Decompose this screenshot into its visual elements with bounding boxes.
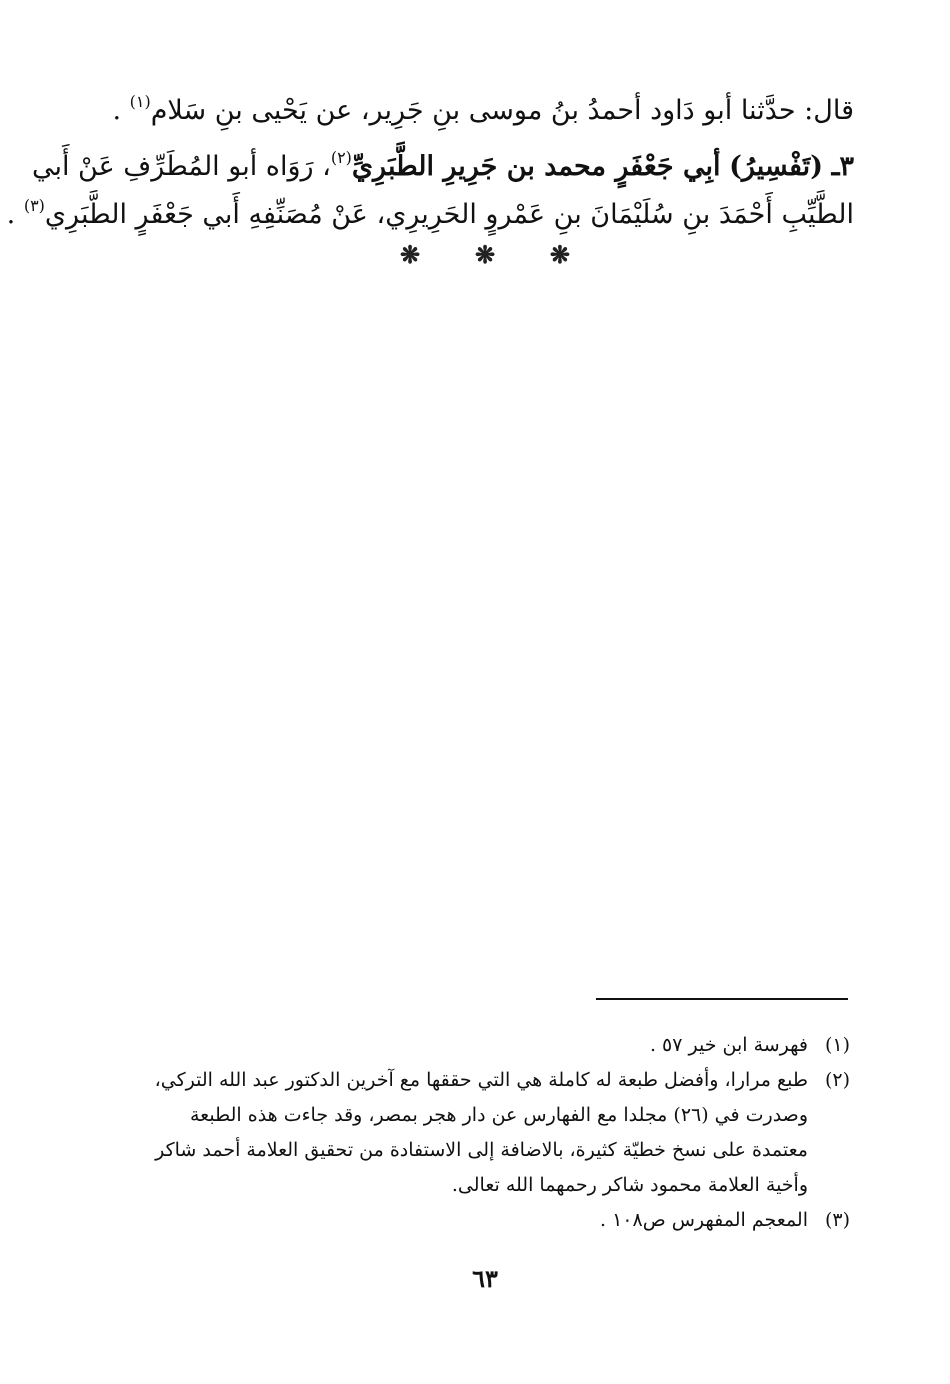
footnote-text: [138, 1028, 808, 1063]
footnote-line: وصدرت في (٢٦) مجلدا مع الفهارس عن دار هجر بمصر، وقد جاءت هذه الطبعة: [189, 1104, 808, 1126]
book-title-tafsir: (تَفْسِيرُ): [729, 151, 823, 182]
footnote-divider: [596, 998, 848, 1000]
section-separator: [400, 240, 570, 269]
line1-end: .: [112, 95, 122, 126]
footnote-2: [138, 1063, 850, 1203]
line1-text: قال: حدَّثنا أبو دَاود أحمدُ بنُ موسى بنِ جَرِير، عن يَحْيى بنِ سَلام: [150, 95, 854, 126]
line2-rest: ، رَوَاه أبو المُطَرِّفِ عَنْ أَبي: [31, 151, 331, 182]
book-author: أبِي جَعْفَرٍ محمد بن جَرِيرِ الطَّبَرِيِّ: [351, 151, 721, 182]
footnote-number: (١): [824, 1034, 850, 1056]
footnote-line: فهرسة ابن خير ٥٧ .: [649, 1034, 808, 1056]
asterisk-icon: ❋: [549, 240, 570, 269]
footnote-3: [138, 1203, 850, 1238]
page-number: ٦٣: [472, 1264, 498, 1293]
footnote-line: وأخية العلامة محمود شاكر رحمهما الله تعالى.: [451, 1174, 808, 1196]
asterisk-icon: ❋: [474, 240, 496, 269]
footnote-line: طبع مرارا، وأفضل طبعة له كاملة هي التي حققها مع آخرين الدكتور عبد الله التركي،: [154, 1069, 808, 1091]
footnote-line: معتمدة على نسخ خطيّة كثيرة، بالاضافة إلى الاستفادة من تحقيق العلامة أحمد شاكر: [155, 1139, 808, 1161]
main-text-line-2: [31, 148, 854, 182]
line3-text: الطَّيِّبِ أَحْمَدَ بنِ سُلَيْمَانَ بنِ عَمْروٍ الحَرِيرِي، عَنْ مُصَنِّفِهِ أَبي جَعْفَرٍ الطَّبَرِي: [44, 199, 854, 230]
line3-end: .: [6, 199, 16, 230]
main-text-line-1: [110, 92, 854, 126]
footnote-text: [138, 1063, 808, 1203]
footnote-1: [138, 1028, 850, 1063]
footnotes: [138, 1028, 850, 1238]
footnote-number: (٣): [824, 1209, 850, 1231]
footnote-ref-1: (١): [129, 92, 151, 111]
footnote-line: المعجم المفهرس ص١٠٨ .: [600, 1209, 808, 1231]
footnote-number: (٢): [824, 1069, 850, 1091]
main-text-line-3: [6, 196, 854, 230]
footnote-ref-3: (٣): [23, 196, 45, 215]
footnote-ref-2: (٢): [330, 148, 352, 167]
footnote-text: [138, 1203, 808, 1238]
item-number: ٣ـ: [831, 151, 854, 182]
asterisk-icon: ❋: [400, 240, 421, 269]
